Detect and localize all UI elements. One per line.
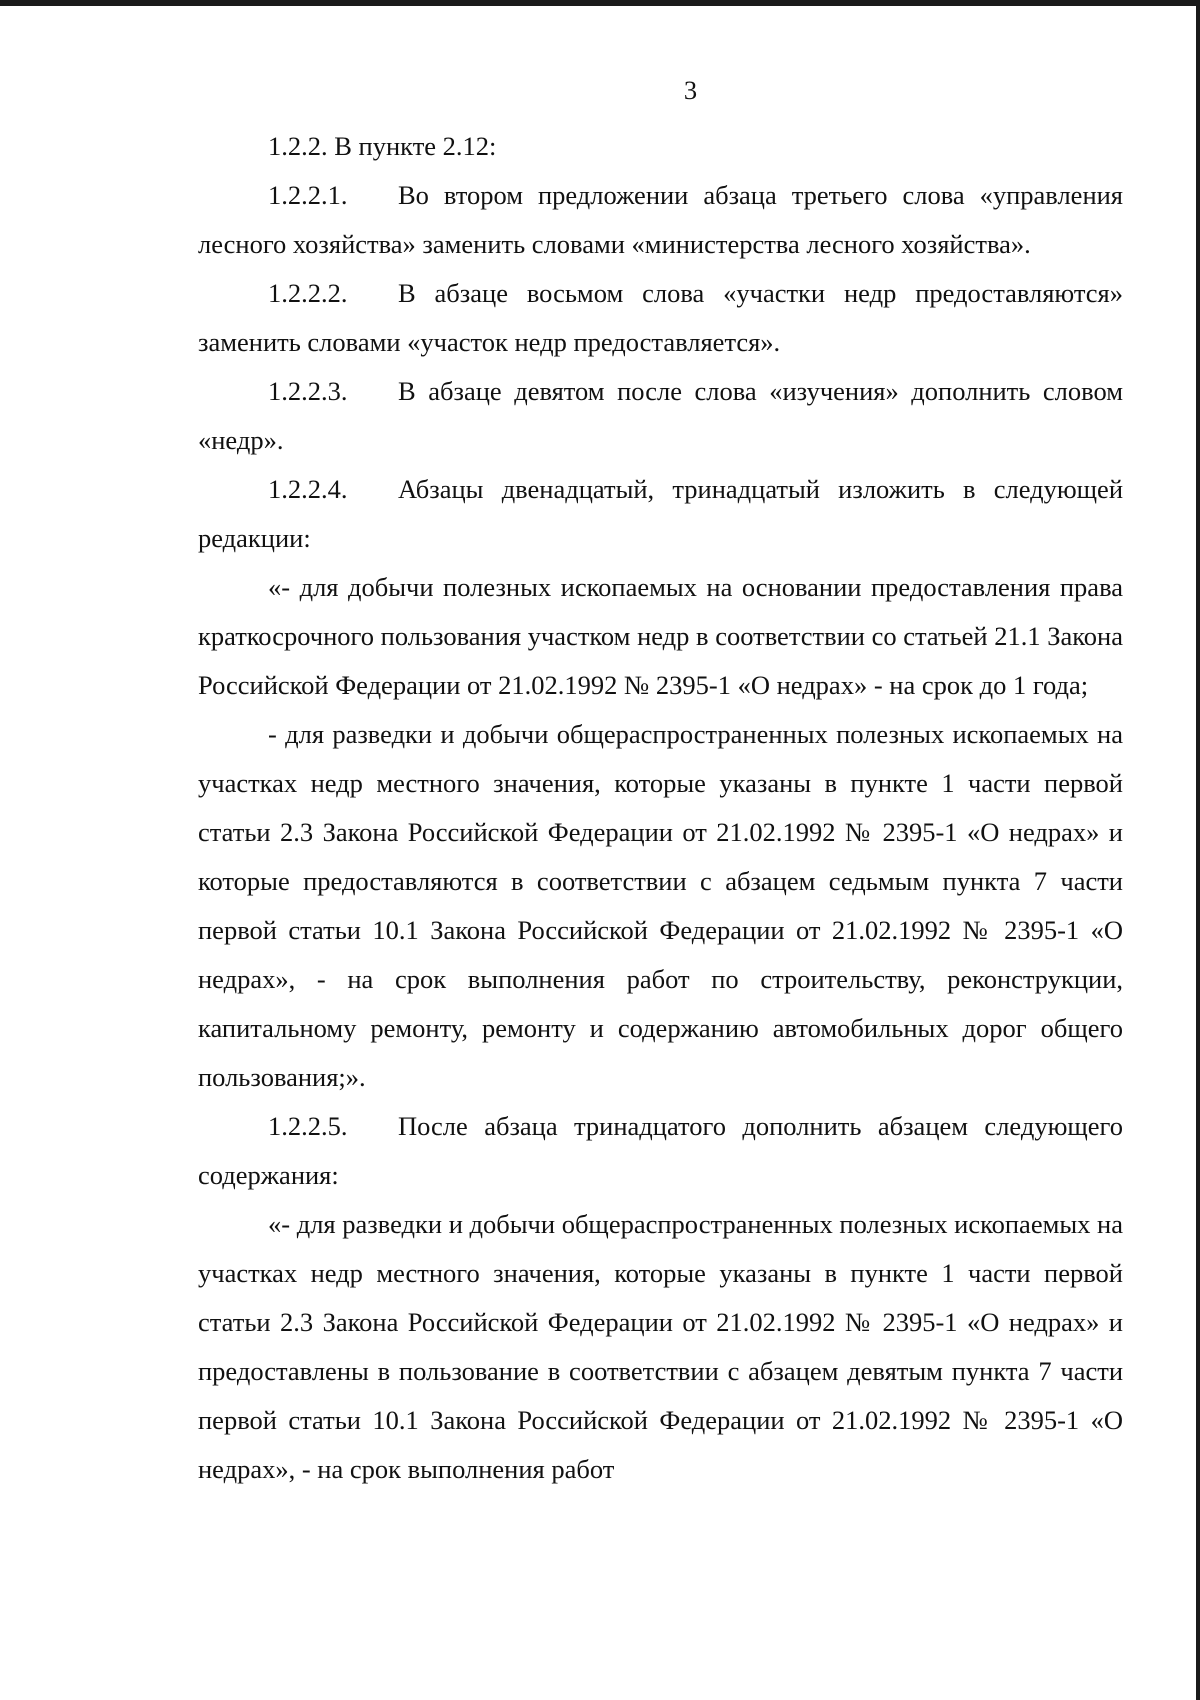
- paragraph-text: После абзаца тринадцатого дополнить абзацем следующего содержания:: [198, 1111, 1123, 1190]
- paragraph-text: В абзаце девятом после слова «изучения» дополнить словом «недр».: [198, 376, 1123, 455]
- paragraph-1-2-2-3: [198, 367, 1123, 465]
- paragraph-1-2-2-5: [198, 1102, 1123, 1200]
- paragraph-1-2-2-4: [198, 465, 1123, 563]
- scan-edge-top: [0, 0, 1200, 6]
- paragraph-number: 1.2.2.3.: [268, 376, 348, 406]
- paragraph-1-2-2-1: [198, 171, 1123, 269]
- document-body: [198, 70, 1123, 1494]
- paragraph-text: - для разведки и добычи общераспространенных полезных ископаемых на участках недр местного значения, которые указаны в пункте 1 части первой статьи 2.3 Закона Российской Федерации от 21.02.1992 № 2395-1 «О недрах» и которые предоставляются в соответствии с абзацем седьмым пункта 7 части первой статьи 10.1 Закона Российской Федерации от 21.02.1992 № 2395-1 «О недрах», - на срок выполнения работ по строительству, реконструкции, капитальному ремонту, ремонту и содержанию автомобильных дорог общего пользования;».: [198, 719, 1123, 1092]
- quoted-paragraph-new: [198, 1200, 1123, 1494]
- paragraph-text: «- для добычи полезных ископаемых на основании предоставления права краткосрочного пользования участком недр в соответствии со статьей 21.1 Закона Российской Федерации от 21.02.1992 № 2395-1 «О недрах» - на срок до 1 года;: [198, 572, 1123, 700]
- scan-edge-right: [1196, 0, 1200, 1700]
- paragraph-text: «- для разведки и добычи общераспространенных полезных ископаемых на участках недр местного значения, которые указаны в пункте 1 части первой статьи 2.3 Закона Российской Федерации от 21.02.1992 № 2395-1 «О недрах» и предоставлены в пользование в соответствии с абзацем девятым пункта 7 части первой статьи 10.1 Закона Российской Федерации от 21.02.1992 № 2395-1 «О недрах», - на срок выполнения работ: [198, 1209, 1123, 1484]
- paragraph-text: В абзаце восьмом слова «участки недр предоставляются» заменить словами «участок недр предоставляется».: [198, 278, 1123, 357]
- paragraph-text: Во втором предложении абзаца третьего слова «управления лесного хозяйства» заменить словами «министерства лесного хозяйства».: [198, 180, 1123, 259]
- paragraph-text: Абзацы двенадцатый, тринадцатый изложить в следующей редакции:: [198, 474, 1123, 553]
- quoted-paragraph-mining: [198, 563, 1123, 710]
- paragraph-1-2-2: [198, 122, 1123, 171]
- paragraph-number: 1.2.2.4.: [268, 474, 348, 504]
- paragraph-1-2-2-2: [198, 269, 1123, 367]
- paragraph-number: 1.2.2.5.: [268, 1111, 348, 1141]
- page-number: 3: [683, 75, 698, 105]
- quoted-paragraph-exploration: [198, 710, 1123, 1102]
- paragraph-text: 1.2.2. В пункте 2.12:: [268, 131, 497, 161]
- paragraph-number: 1.2.2.1.: [268, 180, 348, 210]
- paragraph-number: 1.2.2.2.: [268, 278, 348, 308]
